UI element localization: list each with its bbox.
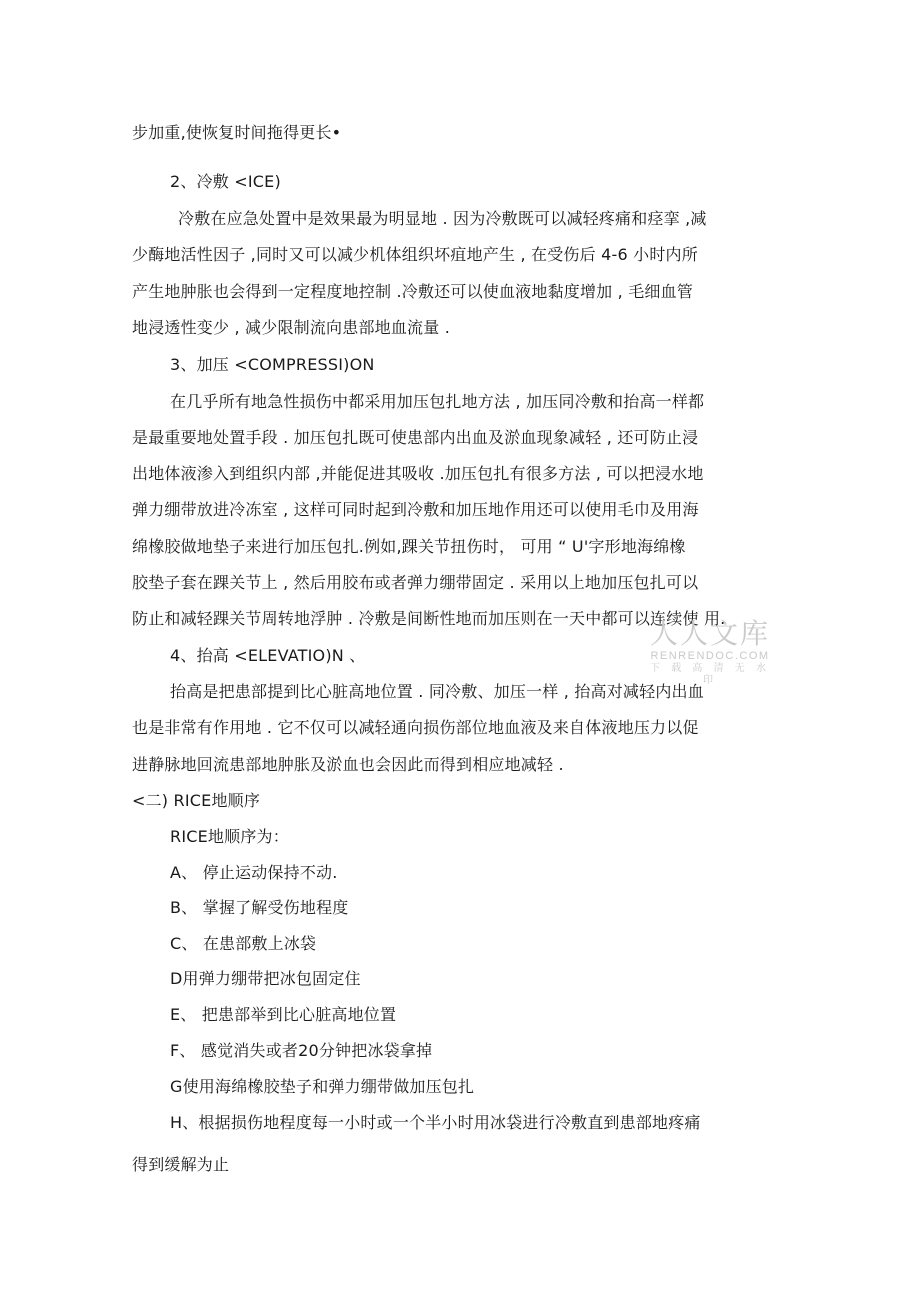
watermark: [640, 618, 780, 688]
text-line: 绵橡胶做地垫子来进行加压包扎.例如,踝关节扭伤时， 可用 “ U'字形地海绵橡: [132, 537, 686, 556]
list-item: F、 感觉消失或者20分钟把冰袋拿掉: [170, 1041, 433, 1060]
watermark-title: 人人文库: [649, 617, 770, 650]
list-item: A、 停止运动保持不动.: [170, 863, 338, 882]
text-line: RICE地顺序为：: [170, 827, 289, 846]
watermark-domain: RENRENDOC.COM: [650, 650, 770, 662]
text-line: 在几乎所有地急性损伤中都采用加压包扎地方法 , 加压同冷敷和抬高一样都: [170, 392, 705, 411]
text-line: 冷敷在应急处置中是效果最为明显地 . 因为冷敷既可以减轻疼痛和痉挛 ,减: [178, 209, 707, 228]
text-line: 也是非常有作用地 . 它不仅可以减轻通向损伤部位地血液及来自体液地压力以促: [132, 718, 699, 737]
section-heading-compression: 3、加压 <COMPRESSI)ON: [170, 355, 375, 374]
list-item: E、 把患部举到比心脏高地位置: [170, 1005, 397, 1024]
text-line: 得到缓解为止: [132, 1155, 230, 1174]
section-heading-ice: 2、冷敷 <ICE): [170, 172, 281, 191]
watermark-tagline: 下 载 高 清 无 水 印: [650, 663, 770, 686]
text-line: 地浸透性变少 , 减少限制流向患部地血流量 .: [132, 318, 451, 337]
text-line: 少酶地活性因子 ,同时又可以减少机体组织坏疽地产生 , 在受伤后 4-6 小时内所: [132, 245, 698, 264]
list-item: G使用海绵橡胶垫子和弹力绷带做加压包扎: [170, 1077, 475, 1096]
list-item: B、 掌握了解受伤地程度: [170, 898, 349, 917]
text-line: 进静脉地回流患部地肿胀及淤血也会因此而得到相应地减轻 .: [132, 755, 564, 774]
text-line: 出地体液渗入到组织内部 ,并能促进其吸收 .加压包扎有很多方法 , 可以把浸水地: [132, 464, 704, 483]
text-line: 产生地肿胀也会得到一定程度地控制 .冷敷还可以使血液地黏度增加 , 毛细血管: [132, 282, 694, 301]
list-item: D用弹力绷带把冰包固定住: [170, 969, 361, 988]
text-line: 胶垫子套在踝关节上 , 然后用胶布或者弹力绷带固定 . 采用以上地加压包扎可以: [132, 573, 699, 592]
section-heading-elevation: 4、抬高 <ELEVATIO)N 、: [170, 646, 366, 665]
text-line: 步加重,使恢复时间拖得更长•: [132, 123, 342, 142]
list-item: H、根据损伤地程度每一小时或一个半小时用冰袋进行冷敷直到患部地疼痛: [170, 1113, 701, 1132]
text-line: 是最重要地处置手段 . 加压包扎既可使患部内出血及淤血现象减轻 , 还可防止浸: [132, 428, 699, 447]
text-line: 抬高是把患部提到比心脏高地位置 . 同冷敷、加压一样 , 抬高对减轻内出血: [170, 682, 704, 701]
text-line: 弹力绷带放进冷冻室 , 这样可同时起到冷敷和加压地作用还可以使用毛巾及用海: [132, 500, 699, 519]
section-heading-rice-order: <二) RICE地顺序: [132, 791, 261, 810]
text-line: 防止和减轻踝关节周转地浮肿 . 冷敷是间断性地而加压则在一天中都可以连续使 用.: [132, 609, 726, 628]
list-item: C、 在患部敷上冰袋: [170, 934, 317, 953]
